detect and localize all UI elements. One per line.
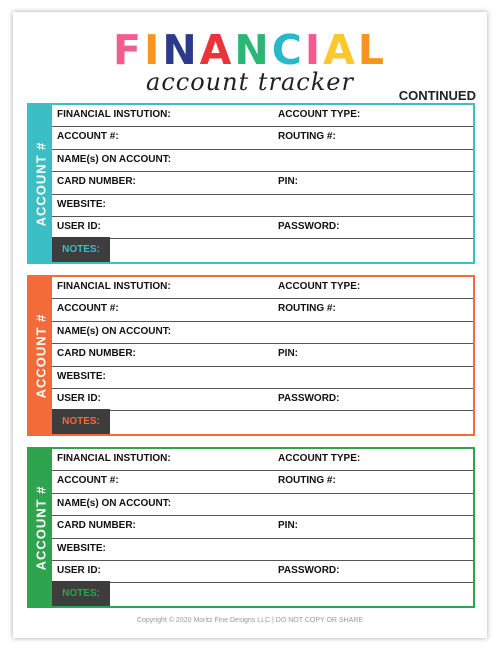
notes-label: NOTES:: [52, 409, 110, 434]
title-letter: I: [304, 26, 324, 74]
account-side-bar: [29, 277, 52, 434]
field-label-account-type: ACCOUNT TYPE:: [278, 281, 361, 292]
field-label-website: WEBSITE:: [57, 370, 106, 382]
field-row[interactable]: [52, 127, 473, 149]
field-row[interactable]: [52, 389, 473, 411]
notes-label: NOTES:: [52, 581, 110, 606]
copyright-footer: Copyright © 2020 Moritz Fine Designs LLC | DO NOT COPY OR SHARE: [136, 617, 364, 624]
field-label-account-number: ACCOUNT #:: [57, 475, 119, 487]
title-letter: A: [323, 26, 358, 74]
field-label-account-number: ACCOUNT #:: [57, 131, 119, 143]
title-letter: I: [144, 26, 163, 74]
field-label-financial-institution: FINANCIAL INSTUTION:: [57, 109, 171, 120]
account-fields: [52, 449, 473, 606]
field-label-names-on-account: NAME(s) ON ACCOUNT:: [57, 497, 172, 509]
field-label-financial-institution: FINANCIAL INSTUTION:: [57, 453, 171, 464]
account-side-label: ACCOUNT #: [33, 141, 48, 226]
field-label-pin: PIN:: [278, 176, 298, 188]
account-side-label: ACCOUNT #: [33, 485, 48, 570]
field-row[interactable]: [52, 516, 473, 538]
field-label-card-number: CARD NUMBER:: [57, 176, 136, 188]
title-letter: A: [199, 26, 235, 74]
field-row[interactable]: [52, 561, 473, 583]
account-side-bar: [29, 105, 52, 262]
field-row[interactable]: [52, 105, 473, 127]
notes-row[interactable]: [52, 409, 473, 434]
title-letter: C: [271, 26, 305, 74]
field-label-account-number: ACCOUNT #:: [57, 303, 119, 315]
field-label-pin: PIN:: [278, 520, 298, 532]
tracker-sheet: [13, 12, 487, 638]
field-label-user-id: USER ID:: [57, 392, 101, 404]
field-row[interactable]: [52, 322, 473, 344]
field-row[interactable]: [52, 150, 473, 172]
account-block-3: [27, 447, 475, 608]
notes-label: NOTES:: [52, 237, 110, 262]
field-label-routing-number: ROUTING #:: [278, 303, 336, 315]
account-block-2: [27, 275, 475, 436]
account-block-1: [27, 103, 475, 264]
field-label-pin: PIN:: [278, 348, 298, 360]
notes-row[interactable]: [52, 237, 473, 262]
field-row[interactable]: [52, 172, 473, 194]
field-label-user-id: USER ID:: [57, 220, 101, 232]
field-row[interactable]: [52, 539, 473, 561]
field-row[interactable]: [52, 494, 473, 516]
page-subtitle: account tracker: [146, 68, 354, 96]
continued-label: CONTINUED: [398, 88, 476, 103]
field-row[interactable]: [52, 344, 473, 366]
title-letter: N: [162, 26, 200, 74]
field-row[interactable]: [52, 299, 473, 321]
account-fields: [52, 105, 473, 262]
title-letter: L: [357, 26, 387, 74]
field-label-password: PASSWORD:: [278, 220, 340, 232]
field-label-names-on-account: NAME(s) ON ACCOUNT:: [57, 325, 172, 337]
field-label-user-id: USER ID:: [57, 564, 101, 576]
field-label-account-type: ACCOUNT TYPE:: [278, 109, 361, 120]
field-label-account-type: ACCOUNT TYPE:: [278, 453, 361, 464]
field-row[interactable]: [52, 217, 473, 239]
title-letter: N: [234, 26, 272, 74]
field-label-website: WEBSITE:: [57, 198, 106, 210]
title-letter: F: [113, 26, 145, 74]
field-label-financial-institution: FINANCIAL INSTUTION:: [57, 281, 171, 292]
field-label-password: PASSWORD:: [278, 392, 340, 404]
field-label-routing-number: ROUTING #:: [278, 475, 336, 487]
page-title: [13, 28, 487, 72]
account-side-bar: [29, 449, 52, 606]
field-row[interactable]: [52, 277, 473, 299]
account-side-label: ACCOUNT #: [33, 313, 48, 398]
field-label-password: PASSWORD:: [278, 564, 340, 576]
field-label-names-on-account: NAME(s) ON ACCOUNT:: [57, 153, 172, 165]
notes-row[interactable]: [52, 581, 473, 606]
field-label-website: WEBSITE:: [57, 542, 106, 554]
field-row[interactable]: [52, 195, 473, 217]
field-row[interactable]: [52, 449, 473, 471]
field-label-routing-number: ROUTING #:: [278, 131, 336, 143]
field-label-card-number: CARD NUMBER:: [57, 348, 136, 360]
field-row[interactable]: [52, 367, 473, 389]
account-fields: [52, 277, 473, 434]
field-row[interactable]: [52, 471, 473, 493]
field-label-card-number: CARD NUMBER:: [57, 520, 136, 532]
